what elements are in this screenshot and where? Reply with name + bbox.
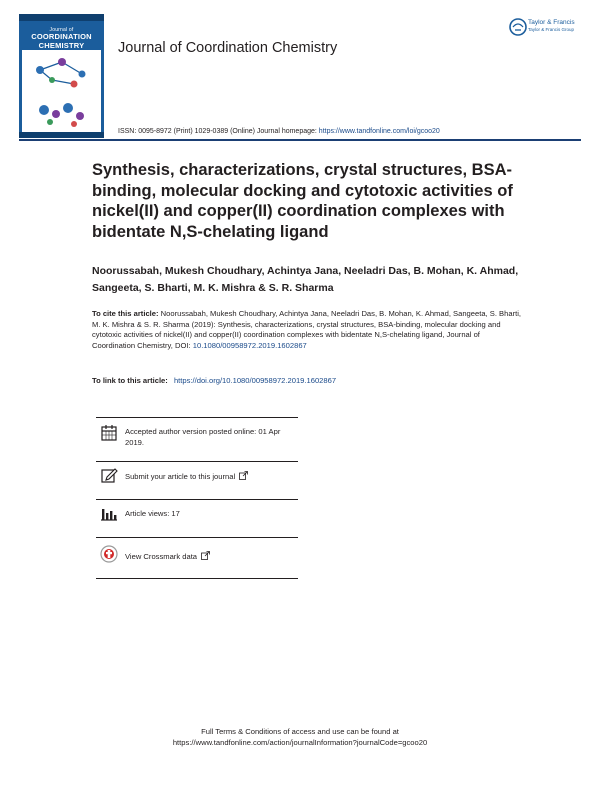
article-doi-url[interactable]: https://doi.org/10.1080/00958972.2019.1602867 — [173, 376, 337, 385]
external-link-icon — [201, 551, 210, 560]
cover-small-label: Journal of — [49, 27, 74, 33]
accepted-version-item — [96, 417, 298, 462]
bar-chart-icon — [100, 504, 118, 522]
terms-footer — [0, 727, 600, 748]
citation-label: To cite this article: — [92, 309, 159, 318]
edit-icon — [100, 466, 118, 484]
info-bottom-divider — [96, 578, 298, 579]
submit-article-item[interactable] — [96, 461, 298, 500]
external-link-icon — [239, 471, 248, 480]
journal-homepage-link[interactable]: https://www.tandfonline.com/loi/gcoo20 — [318, 128, 440, 135]
terms-url[interactable]: https://www.tandfonline.com/action/journalInformation?journalCode=gcoo20 — [172, 737, 428, 747]
cover-top-strip — [19, 14, 104, 21]
submit-article-link[interactable] — [125, 471, 300, 483]
crossmark-link[interactable] — [125, 551, 300, 563]
crossmark-item[interactable] — [96, 537, 298, 579]
accepted-version-text: Accepted author version posted online: 01 Apr 2019. — [125, 427, 281, 447]
issn-text: ISSN: 0095-8972 (Print) 1029-0389 (Online) Journal homepage: — [118, 128, 317, 135]
calendar-icon — [100, 424, 118, 442]
crossmark-icon — [100, 545, 118, 563]
taylor-francis-icon — [508, 17, 528, 37]
publisher-name: Taylor & Francis — [528, 19, 575, 26]
cover-artwork — [22, 50, 101, 132]
header-divider — [19, 139, 581, 141]
issn-line — [118, 128, 440, 135]
paper-title: Synthesis, characterizations, crystal structures, BSA-binding, molecular docking and cytotoxic activities of nickel(II) and copper(II) coordination complexes with bidentate N,S-chelating ligand — [92, 161, 513, 241]
publisher-sub: Taylor & Francis Group — [528, 27, 575, 32]
journal-title[interactable]: Journal of Coordination Chemistry — [118, 40, 338, 56]
terms-text: Full Terms & Conditions of access and use can be found at — [201, 727, 399, 736]
crossmark-label: View Crossmark data — [125, 552, 198, 561]
cover-title — [19, 27, 104, 50]
citation-block — [92, 309, 522, 351]
article-link-line — [92, 376, 336, 385]
molecule-artwork-icon — [22, 50, 101, 132]
article-link-label: To link to this article: — [92, 376, 168, 385]
publisher-label — [528, 19, 575, 33]
cover-bottom-strip — [19, 132, 104, 138]
cover-main-label: COORDINATION CHEMISTRY — [31, 32, 92, 50]
article-views-text: Article views: 17 — [125, 509, 180, 518]
doi-link[interactable]: 10.1080/00958972.2019.1602867 — [192, 340, 307, 350]
submit-article-label: Submit your article to this journal — [125, 472, 236, 481]
citation-text: Noorussabah, Mukesh Choudhary, Achintya Jana, Neeladri Das, B. Mohan, K. Ahmad, Sangeeta, S. Bharti, M. K. Mishra & S. R. Sharma (2019): Synthesis, characterizations, crystal structures, BSA-binding, molecular docking and cytotoxic activities of nickel(II) and copper(II) coordination complexes with bidentate N,S-chelating ligand, Journal of Coordination Chemistry, DOI: — [92, 309, 521, 350]
author-list: Noorussabah, Mukesh Choudhary, Achintya Jana, Neeladri Das, B. Mohan, K. Ahmad, Sangeeta, S. Bharti, M. K. Mishra & S. R. Sharma — [92, 265, 519, 294]
journal-cover-image — [19, 14, 104, 138]
article-views-item — [96, 499, 298, 538]
